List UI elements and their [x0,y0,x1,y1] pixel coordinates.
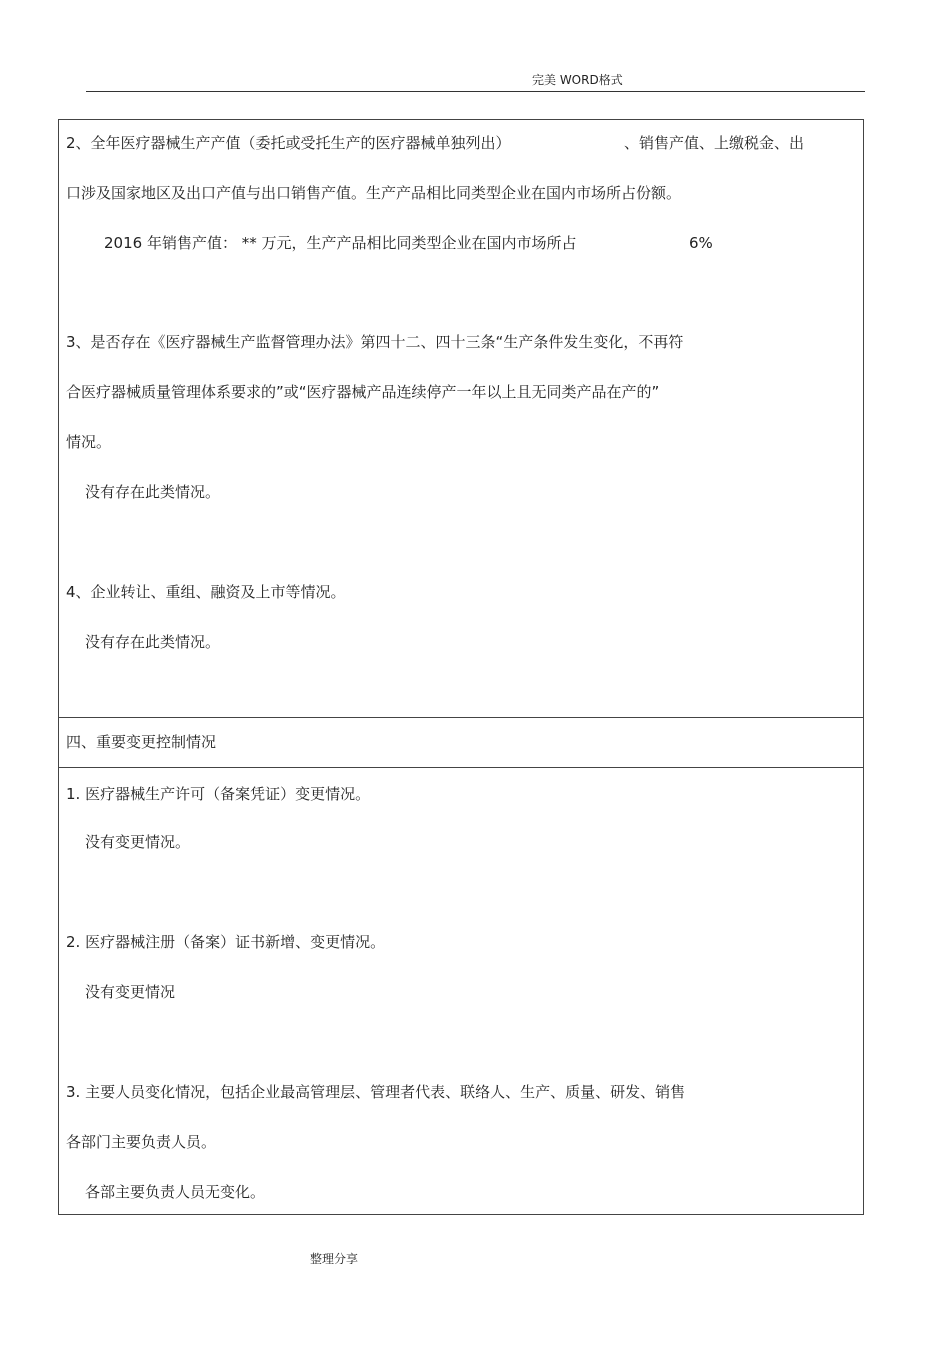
item2-heading-line1-part2: 、销售产值、上缴税金、出 [624,134,805,152]
item3-heading-line2: 合医疗器械质量管理体系要求的”或“医疗器械产品连续停产一年以上且无同类产品在产的” [66,383,660,401]
change-item3-heading-line1: 3. 主要人员变化情况，包括企业最高管理层、管理者代表、联络人、生产、质量、研发、销售 [66,1083,686,1101]
change-item2-answer: 没有变更情况 [85,983,176,1001]
item2-answer-part1: 2016 年销售产值： ** 万元，生产产品相比同类型企业在国内市场所占 [104,234,577,252]
header-divider [86,91,865,92]
item3-answer: 没有存在此类情况。 [85,483,221,501]
change-item1-answer: 没有变更情况。 [85,833,191,851]
section-four-title: 四、重要变更控制情况 [66,733,217,751]
change-item1-heading: 1. 医疗器械生产许可（备案凭证）变更情况。 [66,785,371,803]
change-item3-heading-line2: 各部门主要负责人员。 [66,1133,217,1151]
item2-heading-line2: 口涉及国家地区及出口产值与出口销售产值。生产产品相比同类型企业在国内市场所占份额。 [66,184,682,202]
item4-heading: 4、企业转让、重组、融资及上市等情况。 [66,583,346,601]
change-item3-answer: 各部主要负责人员无变化。 [85,1183,266,1201]
item3-heading-line3: 情况。 [66,433,112,451]
item3-heading-line1: 3、是否存在《医疗器械生产监督管理办法》第四十二、四十三条“生产条件发生变化，不再符 [66,333,684,351]
change-item2-heading: 2. 医疗器械注册（备案）证书新增、变更情况。 [66,933,386,951]
item2-heading-line1-part1: 2、全年医疗器械生产产值（委托或受托生产的医疗器械单独列出） [66,134,511,152]
section-three-cell [58,119,864,718]
item4-answer: 没有存在此类情况。 [85,633,221,651]
item2-answer-part2: 6% [689,234,713,252]
page-footer-text: 整理分享 [310,1252,359,1266]
page-header-title: 完美 WORD格式 [532,73,623,87]
